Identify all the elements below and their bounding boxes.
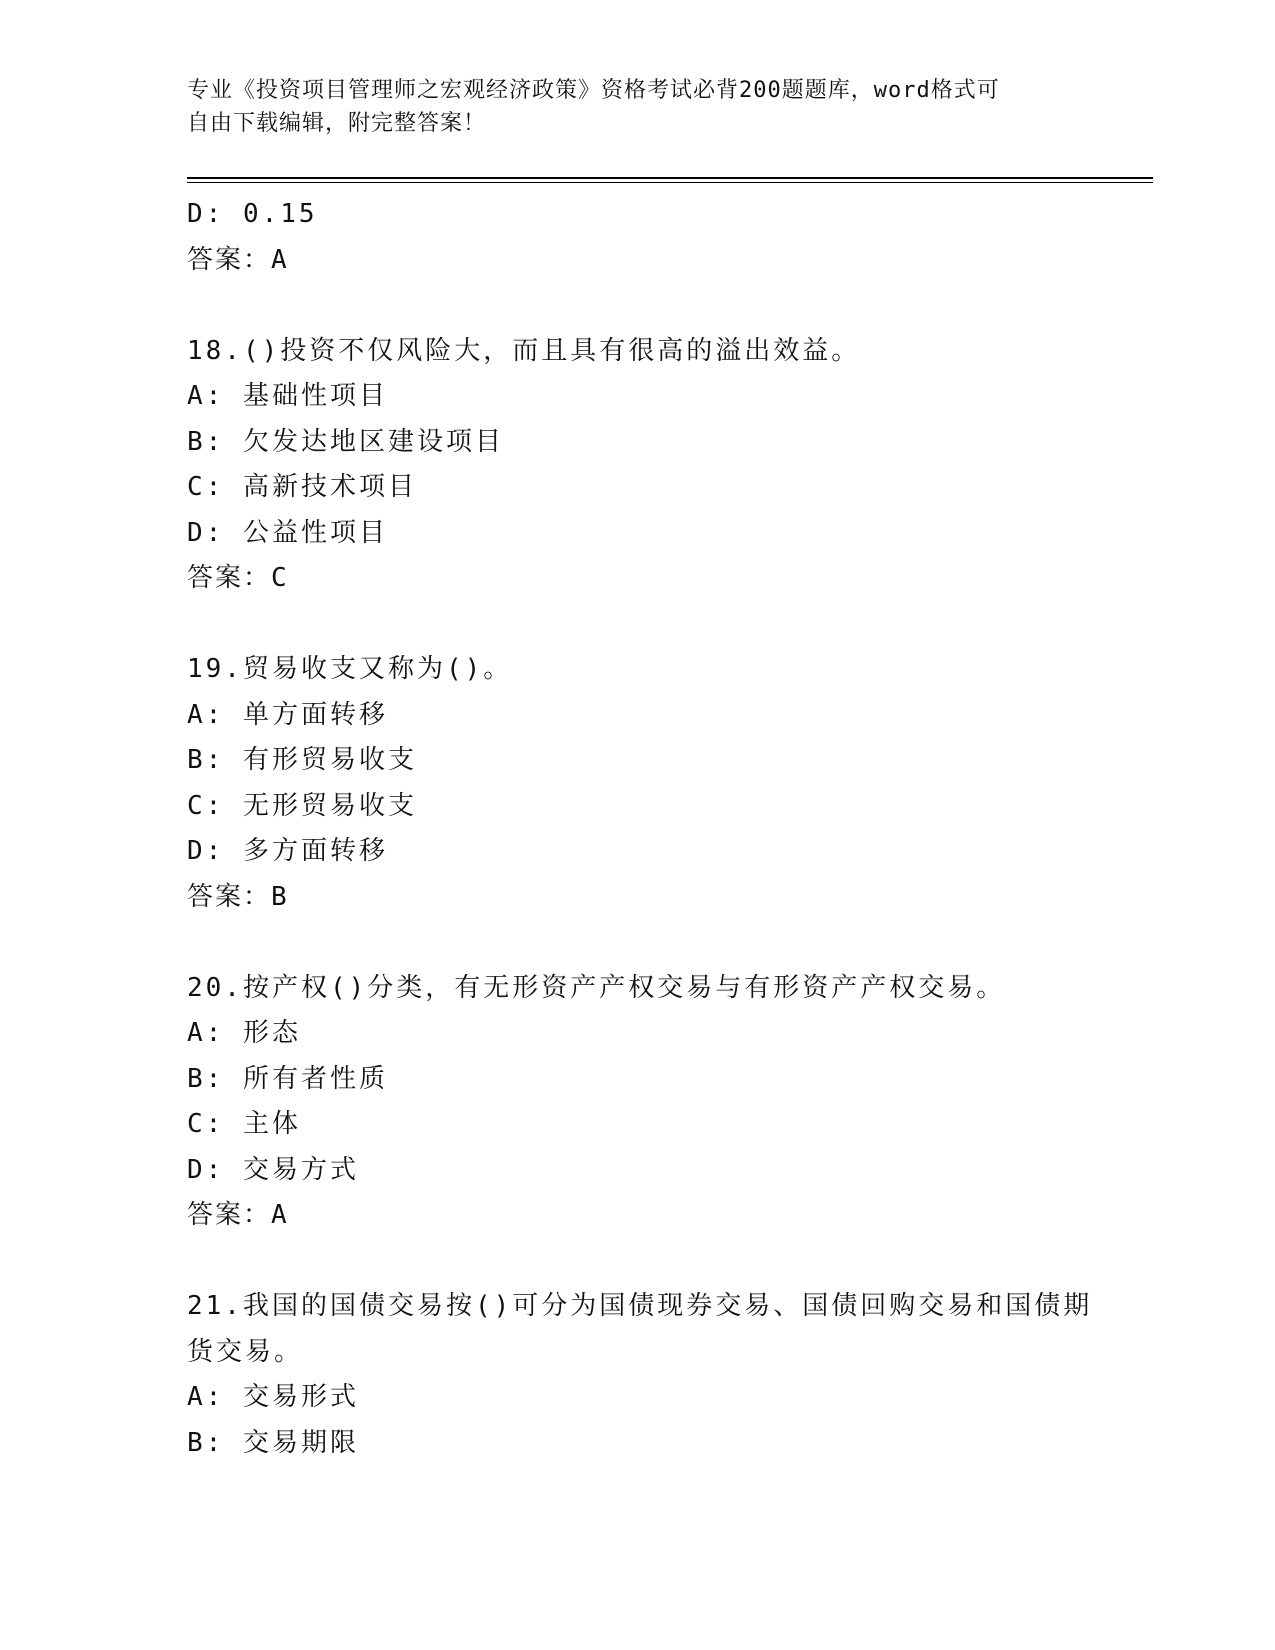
question-20-answer bbox=[187, 1193, 1087, 1239]
question-19-option-a: A: 单方面转移 bbox=[187, 699, 388, 730]
question-19-option-c: C: 无形贸易收支 bbox=[187, 790, 417, 821]
question-19-stem: 19.贸易收支又称为()。 bbox=[187, 654, 513, 684]
question-list bbox=[187, 192, 1093, 1466]
question-21-option-a: A: 交易形式 bbox=[187, 1382, 359, 1412]
answer-label: 答案： bbox=[187, 881, 272, 912]
prev-answer bbox=[187, 238, 1087, 284]
document-header bbox=[187, 74, 1087, 140]
spacer bbox=[187, 602, 1087, 648]
question-20-option-d: D: 交易方式 bbox=[187, 1154, 359, 1185]
header-rule-thin bbox=[187, 182, 1153, 183]
question-19-option-d: D: 多方面转移 bbox=[187, 836, 388, 866]
prev-option-d: D: 0.15 bbox=[187, 199, 318, 229]
answer-label: 答案： bbox=[187, 1200, 272, 1230]
answer-label: 答案： bbox=[187, 563, 272, 593]
question-18-option-a: A: 基础性项目 bbox=[187, 381, 388, 411]
question-20-option-b: B: 所有者性质 bbox=[187, 1063, 388, 1094]
answer-value: C bbox=[271, 563, 290, 593]
answer-value: B bbox=[271, 881, 290, 912]
question-20-option-c: C: 主体 bbox=[187, 1109, 301, 1139]
question-19-answer bbox=[187, 875, 1087, 921]
question-21-stem-line-2: 货交易。 bbox=[187, 1336, 304, 1367]
header-rule-thick bbox=[187, 177, 1153, 179]
answer-value: A bbox=[271, 244, 290, 275]
header-line-2: 自由下载编辑，附完整答案！ bbox=[187, 111, 487, 136]
spacer bbox=[187, 283, 1087, 329]
question-21-stem-line-1: 21.我国的国债交易按()可分为国债现券交易、国债回购交易和国债期 bbox=[187, 1291, 1093, 1321]
question-18-option-b: B: 欠发达地区建设项目 bbox=[187, 426, 504, 457]
question-18-option-c: C: 高新技术项目 bbox=[187, 472, 417, 502]
question-20-stem: 20.按产权()分类，有无形资产产权交易与有形资产产权交易。 bbox=[187, 972, 1006, 1003]
spacer bbox=[187, 1239, 1087, 1285]
question-18-option-d: D: 公益性项目 bbox=[187, 517, 388, 548]
question-18-answer bbox=[187, 556, 1087, 602]
header-line-1: 专业《投资项目管理师之宏观经济政策》资格考试必背200题题库，word格式可 bbox=[187, 78, 1000, 103]
question-21-option-b: B: 交易期限 bbox=[187, 1427, 359, 1458]
answer-value: A bbox=[271, 1200, 290, 1230]
question-19-option-b: B: 有形贸易收支 bbox=[187, 745, 417, 775]
answer-label: 答案： bbox=[187, 244, 272, 275]
question-18-stem: 18.()投资不仅风险大，而且具有很高的溢出效益。 bbox=[187, 335, 861, 366]
spacer bbox=[187, 920, 1087, 966]
question-20-option-a: A: 形态 bbox=[187, 1018, 301, 1048]
